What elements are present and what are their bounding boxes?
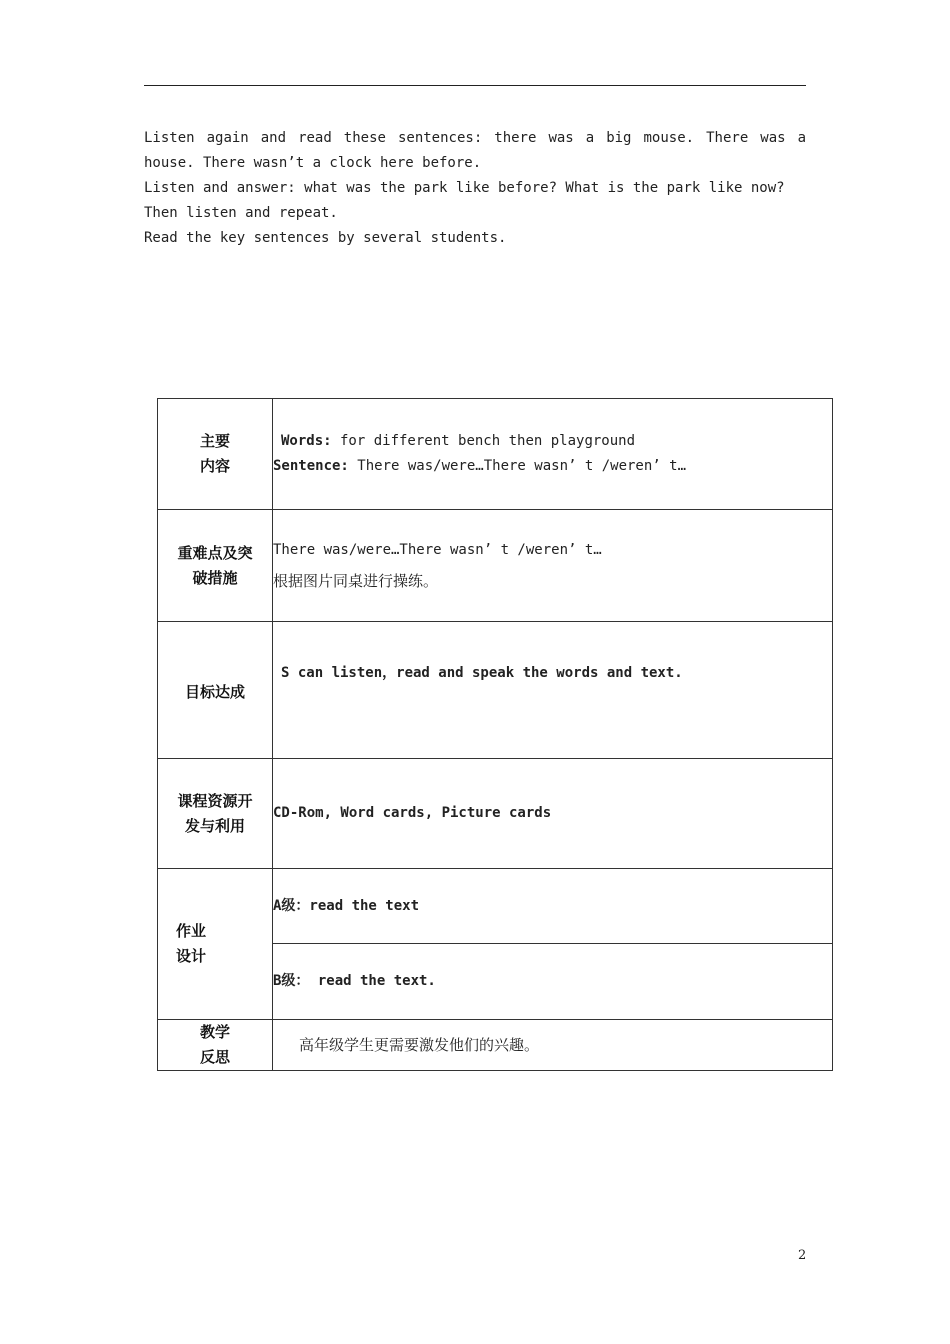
row-main-content	[158, 399, 833, 510]
page-number: 2	[798, 1248, 807, 1263]
intro-text	[144, 126, 806, 251]
cell-homework-b	[273, 944, 833, 1020]
label-main-content: 主要 内容	[158, 399, 273, 510]
row-reflection	[158, 1020, 833, 1071]
cell-goals	[273, 622, 833, 759]
cell-key-points	[273, 510, 833, 622]
sentence-label: Sentence:	[273, 458, 349, 474]
homework-b-text: B级： read the text.	[273, 973, 436, 989]
goals-text: S can listen，read and speak the words and text.	[281, 665, 683, 681]
sentence-text: There was/were…There wasn’ t /weren’ t…	[348, 458, 687, 474]
key-points-line-1: There was/were…There wasn’ t /weren’ t…	[273, 541, 602, 558]
words-label: Words:	[281, 433, 332, 449]
row-key-points	[158, 510, 833, 622]
intro-line-1: Listen again and read these sentences: there was a big mouse. There was a house. There wasn’t a clock here before.	[144, 130, 806, 171]
label-resources: 课程资源开 发与利用	[158, 759, 273, 869]
label-reflection: 教学 反思	[158, 1020, 273, 1071]
words-text: for different bench then playground	[331, 433, 636, 449]
label-homework: 作业 设计	[158, 869, 273, 1020]
intro-line-2: Listen and answer: what was the park like before? What is the park like now?	[144, 180, 785, 196]
resources-text: CD-Rom, Word cards, Picture cards	[273, 805, 552, 821]
intro-line-4: Read the key sentences by several students.	[144, 230, 507, 246]
label-key-points: 重难点及突 破措施	[158, 510, 273, 622]
homework-a-text: A级：read the text	[273, 897, 420, 914]
cell-reflection	[273, 1020, 833, 1071]
intro-line-3: Then listen and repeat.	[144, 205, 338, 221]
header-rule	[144, 85, 806, 86]
cell-homework-a	[273, 869, 833, 944]
cell-resources	[273, 759, 833, 869]
row-goals	[158, 622, 833, 759]
reflection-text: 高年级学生更需要激发他们的兴趣。	[299, 1035, 540, 1054]
row-resources	[158, 759, 833, 869]
label-goals: 目标达成	[158, 622, 273, 759]
row-homework-a	[158, 869, 833, 944]
cell-main-content	[273, 399, 833, 510]
lesson-plan-table	[157, 398, 833, 1071]
key-points-line-2: 根据图片同桌进行操练。	[273, 571, 439, 590]
